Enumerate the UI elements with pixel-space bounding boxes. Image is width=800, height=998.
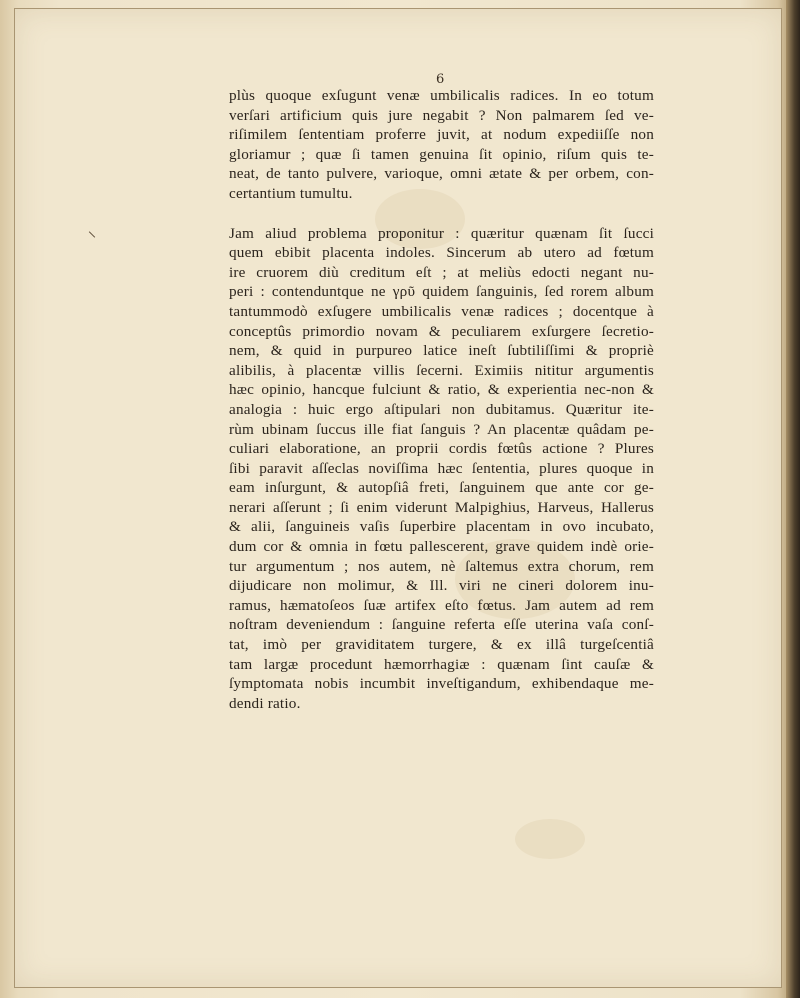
text-line: rùm ubinam ſuccus ille fiat ſanguis ? An placentæ quâdam pe-	[229, 420, 654, 438]
text-line: plùs quoque exſugunt venæ umbilicalis radices. In eo totum	[229, 87, 654, 104]
text-line: tantummodò exſugere umbilicalis venæ radices ; docentque à	[229, 302, 654, 320]
text-line: nem, & quid in purpureo latice ineſt ſubtiliſſimi & propriè	[229, 342, 654, 360]
text-line: peri : contenduntque ne γρῦ quidem ſanguinis, ſed rorem album	[229, 283, 654, 301]
page-number: 6	[436, 72, 445, 87]
text-line: & alii, ſanguineis vaſis ſuperbire placentam in ovo incubato,	[229, 518, 654, 536]
paper-stain	[515, 819, 585, 859]
paragraph-gap	[229, 204, 654, 224]
text-line: tat, imò per graviditatem turgere, & ex illâ turgeſcentiâ	[229, 636, 654, 654]
text-line: conceptûs primordio novam & peculiarem exſurgere ſecretio-	[229, 322, 654, 340]
text-line: alibilis, à placentæ villis ſecerni. Eximiis nititur argumentis	[229, 361, 654, 379]
text-line: ſymptomata nobis incumbit inveſtigandum, exhibendaque me-	[229, 675, 654, 693]
text-line: certantium tumultu.	[229, 184, 353, 202]
paragraph-2	[229, 224, 654, 714]
text-line: dijudicare non molimur, & Ill. viri ne cineri dolorem inu-	[229, 577, 654, 595]
text-line: dum cor & omnia in fœtu pallescerent, grave quidem indè orie-	[229, 538, 654, 556]
text-line: eam inſurgunt, & autopſiâ freti, ſanguinem que ante cor ge-	[229, 479, 654, 497]
text-line: tam largæ procedunt hæmorrhagiæ : quænam ſint cauſæ &	[229, 655, 654, 673]
text-line: dendi ratio.	[229, 694, 301, 712]
body-text	[229, 86, 654, 713]
paragraph-1	[229, 86, 654, 204]
text-line: hæc opinio, hancque fulciunt & ratio, & experientia nec-non &	[229, 381, 654, 399]
text-line: ſibi paravit aſſeclas noviſſima hæc ſententia, plures quoque in	[229, 459, 654, 477]
text-line: tur argumentum ; nos autem, nè ſaltemus extra chorum, rem	[229, 557, 654, 575]
text-line: Jam aliud problema proponitur : quæritur quænam ſit ſucci	[229, 224, 654, 242]
text-line: gloriamur ; quæ ſi tamen genuina ſit opinio, riſum quis te-	[229, 145, 654, 163]
text-line: culiari elaboratione, an proprii cordis fœtûs actione ? Plures	[229, 440, 654, 458]
text-line: analogia : huic ergo aſtipulari non dubitamus. Quæritur ite-	[229, 400, 654, 418]
text-line: verſari artificium quis jure negabit ? Non palmarem ſed ve-	[229, 106, 654, 124]
text-line: ire cruorem diù creditum eſt ; at meliùs edocti negant nu-	[229, 263, 654, 281]
text-line: riſimilem ſententiam proferre juvit, at nodum expediiſſe non	[229, 126, 654, 144]
text-line: noſtram deveniendum : ſanguine referta eſſe uterina vaſa conſ-	[229, 616, 654, 634]
text-line: neat, de tanto pulvere, varioque, omni ætate & per orbem, con-	[229, 165, 654, 183]
book-binding-edge	[786, 0, 800, 998]
text-line: nerari aſſerunt ; ſi enim viderunt Malpighius, Harveus, Hallerus	[229, 498, 654, 516]
text-line: quem ebibit placenta indoles. Sincerum ab utero ad fœtum	[229, 244, 654, 262]
text-line: ramus, hæmatoſeos ſuæ artifex eſto fœtus. Jam autem ad rem	[229, 596, 654, 614]
